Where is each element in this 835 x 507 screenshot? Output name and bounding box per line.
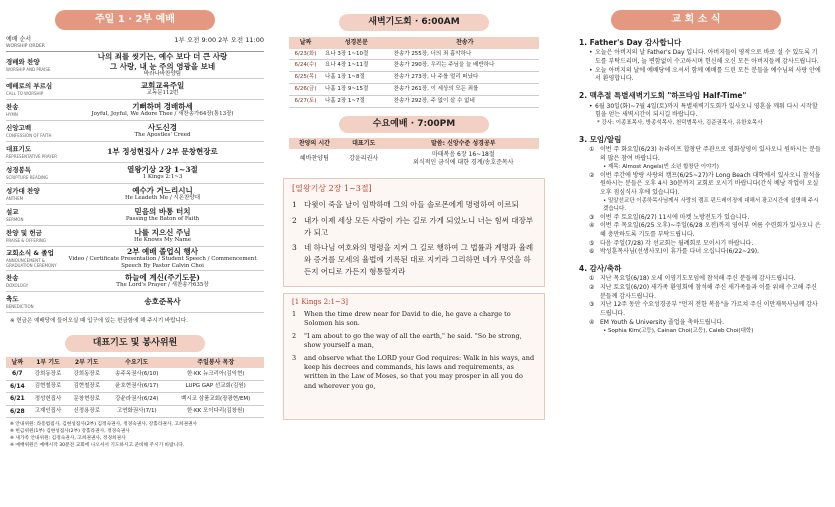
korean-verse (292, 215, 536, 238)
english-scripture-ref: [1 Kings 2:1~3] (292, 298, 348, 307)
duty-header-cell: 수요기도 (106, 357, 167, 369)
duty-cell: 신정용장로 (67, 405, 106, 418)
news-section-heading: 3. 모임/알림 (579, 134, 622, 144)
news-item-text: 지난 12주 동안 수요성경공부 "먼저 전한 복음"을 가르쳐 주신 이만재목사님께 감사드립니다. (600, 301, 818, 318)
worship-row-line: 나를 지으신 주님 (134, 227, 191, 237)
worship-row (6, 184, 264, 205)
worship-row-line: 사도신경 (148, 122, 177, 132)
dawn-cell: 6/24(수) (289, 60, 322, 72)
news-item-number: ① (589, 146, 595, 154)
korean-verse (292, 242, 536, 277)
worship-row-label-ko: 찬송 (6, 273, 19, 282)
wed-prayer: 강윤리권사 (349, 155, 379, 163)
worship-row-content (61, 207, 264, 223)
worship-row-content (61, 297, 264, 306)
worship-row-line: 예수가 거느리시니 (132, 185, 193, 195)
worship-row-label-ko: 설교 (6, 207, 19, 216)
news-item-number: ③ (589, 301, 595, 309)
worship-row-detail: Passing the Baton of Faith (125, 216, 200, 222)
duty-cell: 강희동장로 (29, 368, 68, 380)
duty-header-cell: 주일봉사 목장 (167, 357, 264, 369)
news-item-detail: • 제목: Almost Angels(빈 소년 합창단 이야기) (603, 163, 719, 170)
news-item-number: ① (589, 275, 595, 283)
order-label: 예배 순서 (6, 36, 32, 43)
worship-row-label (6, 295, 61, 309)
worship-row-label-en: SERMON (6, 216, 24, 222)
worship-row-label-en: ANTHEM (6, 195, 24, 201)
duty-cell: 6/14 (6, 380, 29, 393)
news-section-heading: 2. 맥추절 특별새벽기도회 "하프타임 Half-Time" (579, 91, 747, 101)
news-title: 교 회 소 식 (611, 10, 781, 30)
worship-row-label-ko: 성가대 찬양 (6, 186, 40, 195)
worship-row-label-en: REPRESENTATIVE PRAYER (6, 153, 58, 159)
worship-row-detail: 교독문112번 (146, 90, 179, 96)
worship-row-label (6, 249, 61, 268)
dawn-row (289, 96, 539, 108)
dawn-body (289, 49, 539, 108)
worship-row (6, 79, 264, 100)
worship-row-label-en: HYMN (6, 111, 18, 117)
news-item-text: 이번 주 토요일(6/27) 11시에 마켓 노방전도가 있습니다. (600, 213, 750, 221)
dawn-cell: 찬송가 290장, 우리는 주님을 늘 배반하나 (391, 60, 539, 72)
worship-row-label-en: BENEDICTION (6, 303, 34, 309)
verse-text: "I am about to go the way of all the earth," he said. "So be strong, show yourself a man, (304, 331, 522, 350)
worship-row-label-ko: 축도 (6, 294, 19, 303)
worship-row-content (61, 228, 264, 244)
worship-row-line: 2부 예배 졸업식 행사 (126, 246, 198, 256)
news-item-number: ② (589, 284, 595, 292)
duty-cell: LUPG GAP 선교회(김원) (167, 380, 264, 393)
english-verse (292, 354, 536, 392)
worship-row-label-en: SCRIPTURE READING (6, 174, 49, 180)
worship-row-label-en: WORSHIP AND PRAISE (6, 67, 51, 72)
wed-praise: 혜바찬양팀 (299, 155, 329, 163)
verse-number: 3 (292, 243, 297, 253)
duty-cell: 6/28 (6, 405, 29, 418)
dawn-cell: 찬송가 261장, 이 세상의 모든 죄를 (391, 84, 539, 96)
duty-header-cell: 날짜 (6, 357, 29, 369)
worship-row-label-ko: 교회소식 & 졸업 (6, 248, 54, 257)
news-items (579, 49, 823, 84)
worship-row-label (6, 103, 61, 117)
news-item-detail: • 밀알선교단 이종하목사님께서 사랑의 캠프 펀드레이징에 대해서 광고시간에 설명해 주시겠습니다. (603, 197, 819, 212)
dawn-title: 새벽기도회 · 6:00AM (339, 14, 489, 31)
dawn-cell: 6/26(금) (289, 84, 322, 96)
worship-row (6, 163, 264, 184)
worship-row-label-ko: 찬양 및 헌금 (6, 228, 42, 237)
worship-row-label (6, 58, 61, 72)
worship-row-line: 열왕기상 2장 1~3절 (127, 164, 198, 174)
worship-row-line: 기뻐하며 경배하세 (132, 101, 193, 111)
worship-row-detail: The Lord's Prayer / 새찬송가635장 (116, 282, 209, 289)
news-item-number: ④ (589, 222, 595, 230)
worship-row-content (61, 123, 264, 139)
news-item (589, 301, 823, 318)
duty-row (6, 368, 264, 380)
wed-study (388, 149, 539, 168)
worship-order-column (0, 0, 270, 452)
duty-note: ※ 예배위원은 예배시작 30분전 교회에 나오셔서 기도하시고 준비해 주시기 바랍니다. (10, 443, 185, 449)
worship-row (6, 100, 264, 121)
worship-row-detail: 1 Kings 2:1~3 (142, 174, 183, 180)
worship-row-detail: He Knows My Name (133, 237, 192, 243)
duty-header-row (6, 357, 264, 369)
dawn-cell: 6/25(목) (289, 72, 322, 84)
news-item: • 오늘은 아버지의 날 Father's Day 입니다. 아버지들이 영적으로 바로 설 수 있도록 기도를 부탁드리며, 늘 변함없이 수고하시며 헌신해 오신 모든 아버지들께 감사드립니다. (589, 49, 823, 66)
news-column (557, 0, 835, 335)
korean-scripture (283, 178, 545, 287)
worship-row (6, 226, 264, 247)
dawn-header-row (289, 37, 539, 49)
duty-cell: 송주옥권사(6/10) (106, 368, 167, 380)
worship-header (0, 36, 270, 49)
duty-row (6, 380, 264, 393)
news-item (589, 146, 823, 163)
news-item (589, 248, 823, 257)
prayer-column (275, 0, 553, 420)
news-item: • 오늘 아버지의 날에 예배당에 오셔서 함께 예배를 드린 모든 분들을 예수님의 사랑 안에서 환영합니다. (589, 67, 823, 84)
worship-row (6, 205, 264, 226)
korean-verse (292, 199, 536, 211)
news-item (589, 319, 823, 328)
verse-text: 네 하나님 여호와의 명령을 지켜 그 길로 행하여 그 법률과 계명과 율례와 증거를 모세의 율법에 기록된 대로 지키라 그리하면 네가 무엇을 하든지 어디로 가든지 형통할지라 (304, 243, 534, 276)
worship-row-line: 1부 정성현집사 / 2부 문창현장로 (107, 147, 218, 157)
verse-text: When the time drew near for David to die, he gave a charge to Solomon his son. (304, 309, 511, 328)
verse-number: 1 (292, 309, 297, 318)
worship-row (6, 142, 264, 163)
order-en: WORSHIP ORDER (6, 43, 45, 49)
worship-order-list (6, 51, 264, 313)
worship-row-content (61, 81, 264, 97)
wed-table (289, 138, 539, 169)
duty-cell: 강윤라권사(6/24) (106, 393, 167, 406)
worship-row-label (6, 187, 61, 201)
worship-row-content (61, 102, 264, 118)
dawn-row (289, 72, 539, 84)
news-item-text: 지난 목요일(6/18) 오세 이영기도모임에 참석해 주신 분들께 감사드립니다. (600, 275, 796, 283)
duty-cell: 정성헌집사 (29, 393, 68, 406)
wed-title: 수요예배 · 7:00PM (339, 116, 489, 133)
worship-row-detail: Joyful, Joyful, We Adore Thee / 새찬송가64장(통13장) (91, 111, 234, 117)
news-item-text: 이번 주 목요일(6/25 오후)~주일(6/28 오전)까지 영어부 여름 수련회가 있사오니 은혜 충만하도록 기도를 부탁드립니다. (600, 222, 821, 238)
worship-row-detail: The Apostles' Creed (134, 132, 191, 138)
dawn-header-cell: 찬송가 (391, 37, 539, 49)
news-item-text: EM Youth & University 졸업을 축하드립니다. (600, 318, 725, 326)
duty-note: ※ 헌금위원(1부) 김현성집사(2부) 강홀라권사, 정경숙권사 (10, 429, 130, 435)
verse-number: 3 (292, 353, 297, 362)
duty-cell: 고재인집사 (29, 405, 68, 418)
dawn-row (289, 60, 539, 72)
worship-row-label (6, 274, 61, 288)
wed-header-row (289, 138, 539, 150)
worship-row-label-en: CALL TO WORSHIP (6, 90, 44, 96)
duty-cell: 문창현장로 (67, 393, 106, 406)
dawn-cell: 6/23(화) (289, 49, 322, 60)
worship-row-content (61, 273, 264, 289)
duty-note: ※ 안내위원: 라흥범집사, 김현성집사(2부) 김정숙권사, 정경숙권사, 강홀라권사, 고희권권사 (10, 422, 198, 428)
news-section-heading: 1. Father's Day 감사합니다 (579, 38, 682, 47)
korean-verses (292, 199, 536, 277)
news-item-text: 박성훈목사님(선생사모)이 휴가를 다녀 오십니다(6/22~29). (600, 248, 760, 256)
worship-row-line: 하늘에 계신(주기도문) (125, 272, 200, 282)
worship-row-label-ko: 경배와 찬양 (6, 57, 40, 66)
news-item-detail: * 강사: 이종표목사, 방종석목사, 천덕범목사, 김준권목사, 유한호목사 (597, 119, 763, 126)
worship-row-line: 송호준목사 (144, 297, 181, 307)
verse-number: 2 (292, 331, 297, 340)
worship-row (6, 247, 264, 271)
duty-cell: 6/7 (6, 368, 29, 380)
worship-row-detail: He Leadeth Me / 시온찬양대 (124, 195, 201, 201)
english-verse (292, 332, 536, 351)
verse-number: 2 (292, 216, 297, 225)
duty-note: ※ 새가족 안내위원: 김정숙권사, 고희권권사, 정경희권사 (10, 436, 126, 442)
news-item-number: ⑥ (589, 248, 595, 256)
duty-cell: 김현철장로 (67, 380, 106, 393)
worship-row-detail: 바라나바찬양팀 (143, 70, 182, 77)
duty-cell: 6/21 (6, 393, 29, 406)
news-item-text: 지난 토요일(6/20) 새가족 환영회에 참석해 주신 새가족들과 이를 위해 수고해 주신 분들께 감사드립니다. (600, 284, 817, 300)
duty-notes (10, 421, 260, 449)
dawn-row (289, 49, 539, 60)
dawn-cell: 찬송가 292장, 주 없이 살 수 없네 (391, 96, 539, 108)
worship-row-label-ko: 예배로의 부르심 (6, 81, 53, 90)
english-verse (292, 310, 536, 329)
wed-row (289, 149, 539, 168)
worship-row-label-ko: 성경봉독 (6, 165, 32, 174)
worship-row-content (61, 247, 264, 270)
news-item-number: ③ (589, 213, 595, 221)
news-list (557, 38, 835, 335)
worship-row-line: 믿음의 바통 터치 (134, 206, 191, 216)
news-item-text: 다음 주일(7/28) 각 선교회는 월례회로 모이시기 바랍니다. (600, 239, 754, 247)
dawn-cell: 6/27(토) (289, 96, 322, 108)
english-scripture (283, 293, 545, 420)
worship-row-label-en: PRAISE & OFFERING (6, 237, 47, 243)
worship-row-label-ko: 대표기도 (6, 144, 32, 153)
worship-title: 주일 1 · 2부 예배 (55, 10, 215, 30)
news-items (579, 103, 823, 128)
duty-row (6, 393, 264, 406)
worship-row-label-en: DOXOLOGY (6, 282, 29, 288)
dawn-cell: 찬송가 255장, 너의 죄 흉악하나 (391, 49, 539, 60)
duty-header-cell: 1부 기도 (29, 357, 68, 369)
worship-row (6, 292, 264, 313)
news-item (589, 172, 823, 198)
verse-text: and observe what the LORD your God requires: Walk in his ways, and keep his decrees and commands, his laws and requirements, as written in the Law of Moses, so that you may prosper in all you do and wherever you go, (304, 353, 535, 390)
duty-cell: 강희동장로 (67, 368, 106, 380)
duty-table (6, 357, 264, 419)
news-items (579, 275, 823, 335)
wed-header-cell: 찬양의 시간 (289, 138, 340, 150)
duty-cell: 한·KK 모이다리(김창원) (167, 405, 264, 418)
wed-passage: 마태복음 6장 16~18절 (431, 151, 495, 159)
dawn-cell: 요나 3장 1~10절 (322, 49, 391, 60)
worship-row-label-en: ANNOUNCEMENT & GRADUATION CEREMONY (6, 257, 57, 268)
worship-row-content (61, 186, 264, 202)
news-item (589, 275, 823, 284)
wed-header-cell: 말씀: 신앙수준 성경공부 (388, 138, 539, 150)
news-section-heading: 4. 감사/축하 (579, 264, 622, 273)
worship-row-line: 그 사랑, 내 눈 주의 영광을 보네 (109, 61, 216, 71)
worship-row-content (61, 147, 264, 156)
duty-cell: 김현철장로 (29, 380, 68, 393)
worship-row-label (6, 145, 61, 159)
worship-row-label-ko: 신앙고백 (6, 123, 32, 132)
news-item-number: ④ (589, 318, 595, 326)
dawn-cell: 나훔 1장 9~15절 (322, 84, 391, 96)
dawn-header-cell: 날짜 (289, 37, 322, 49)
worship-row-label-ko: 찬송 (6, 102, 19, 111)
worship-row-line: 나의 죄를 씻기는, 예수 보다 더 큰 사랑 (97, 52, 228, 62)
offering-note: ※ 헌금은 예배당에 들어오실 때 입구에 있는 헌금함에 해 주시기 바랍니다. (10, 317, 188, 324)
duty-row (6, 405, 264, 418)
worship-row (6, 271, 264, 292)
worship-row-content (61, 165, 264, 181)
news-item-detail: • Sophia Kim(고등), Cainan Choi(고등), Caleb Choi(대학) (603, 327, 754, 334)
news-item: • 6월 30일(화)~7월 4일(토)까지 특별새벽기도회가 있사오니 영혼을 깨워 다시 시작할 힘을 얻는 새벽시간이 되시길 바랍니다. (589, 103, 823, 120)
news-item (589, 284, 823, 301)
worship-row-line: 교회교육주일 (140, 80, 185, 90)
news-item-text: 이번 주간에 방랑 사랑의 캠프(6/25~27)가 Long Beach 대학에서 있사오니 참석을 원하시는 분들은 오후 4시 30분까지 교회로 오시기 바랍니다(간식 베낭 작업이 오실 오후 점심식사 후에 있습니다). (600, 171, 821, 196)
dawn-row (289, 84, 539, 96)
worship-row-label (6, 124, 61, 138)
worship-row-detail: Video / Certificate Presentation / Student Speech / Commencement Speech By Pastor Calvin Choi (68, 256, 257, 269)
service-times: 1부 오전 9:00 2부 오전 11:00 (174, 36, 264, 44)
news-item (589, 214, 823, 223)
duty-body (6, 368, 264, 418)
verse-text: 내가 이제 세상 모든 사람이 가는 길로 가게 되었노니 너는 힘써 대장부가 되고 (304, 216, 534, 237)
news-item-text: 이번 주 화요일(6/23) 뉴라이프 합창단 주관으로 영화상영이 있사오니 원하시는 분들의 많은 참여 바랍니다. (600, 146, 821, 162)
news-item-number: ⑤ (589, 239, 595, 247)
news-item-number: ② (589, 171, 595, 179)
dawn-cell: 요나 4장 1~11절 (322, 60, 391, 72)
verse-number: 1 (292, 200, 297, 210)
verse-text: 다윗이 죽을 날이 임박하매 그의 아들 솔로몬에게 명령하여 이르되 (304, 200, 519, 210)
duty-cell: 윤호현권사(6/17) (106, 380, 167, 393)
duty-cell: 고연화권사(7/1) (106, 405, 167, 418)
news-items (579, 146, 823, 257)
worship-row-label (6, 82, 61, 96)
worship-row-label (6, 166, 61, 180)
dawn-header-cell: 성경본문 (322, 37, 391, 49)
worship-row-content (61, 52, 264, 78)
duty-title: 대표기도 및 봉사위원 (65, 335, 205, 352)
korean-scripture-ref: [열왕기상 2장 1~3절] (292, 184, 372, 194)
duty-header-cell: 2부 기도 (67, 357, 106, 369)
worship-row-label (6, 208, 61, 222)
worship-row-label (6, 229, 61, 243)
worship-row (6, 52, 264, 79)
news-item (589, 240, 823, 249)
dawn-cell: 나훔 2장 1~7절 (322, 96, 391, 108)
duty-cell: 벡시코 삼품교회(장광현/EM) (167, 393, 264, 406)
duty-cell: 한·KK 뉴크리아(김익현) (167, 368, 264, 380)
wed-header-cell: 대표기도 (340, 138, 388, 150)
news-item (589, 222, 823, 239)
worship-row (6, 121, 264, 142)
wed-topic: 외식적인 금식에 대한 경계/송호준목사 (413, 158, 514, 166)
worship-row-label-en: CONFESSION OF FAITH (6, 132, 52, 138)
dawn-table (289, 37, 539, 108)
dawn-cell: 나훔 1장 1~8절 (322, 72, 391, 84)
english-verses (292, 310, 536, 391)
dawn-cell: 찬송가 273장, 나 주를 멀리 떠났다 (391, 72, 539, 84)
